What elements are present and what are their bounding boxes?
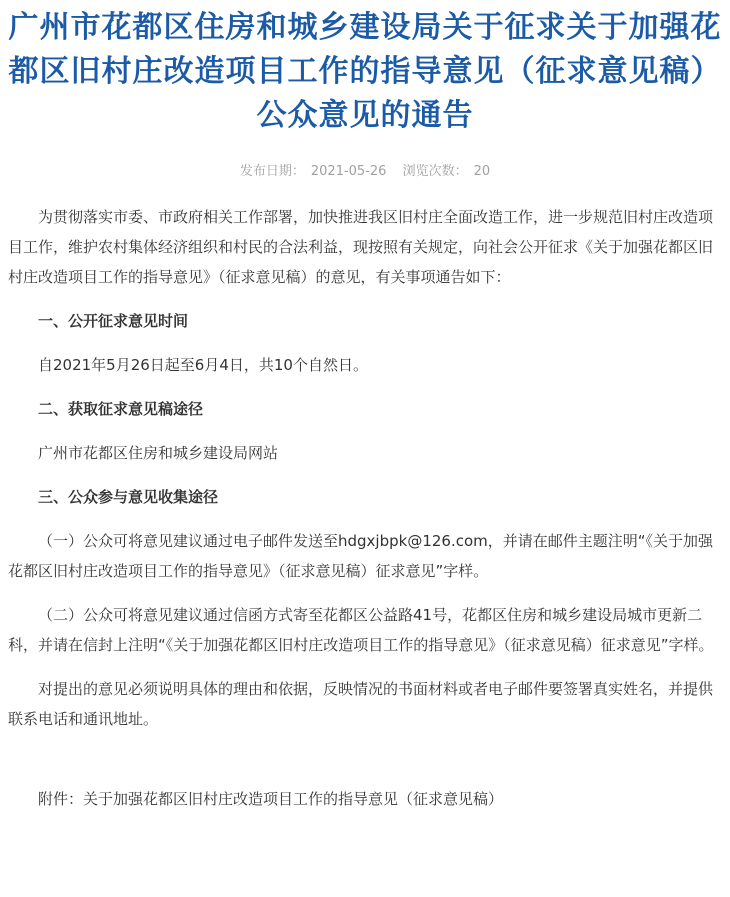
publish-date: 2021-05-26 (310, 164, 387, 179)
section-heading-1: 一、公开征求意见时间 (38, 312, 189, 330)
spacer (8, 748, 722, 784)
section-text-2: 广州市花都区住房和城乡建设局网站 (38, 444, 279, 462)
intro-paragraph: 为贯彻落实市委、市政府相关工作部署，加快推进我区旧村庄全面改造工作，进一步规范旧村庄改造项目工作，维护农村集体经济组织和村民的合法利益，现按照有关规定，向社会公开征求《关于加强花都区旧村庄改造项目工作的指导意见》（征求意见稿）的意见，有关事项通告如下： (8, 208, 714, 286)
section-3-item-mail: （二）公众可将意见建议通过信函方式寄至花都区公益路41号，花都区住房和城乡建设局城市更新二科，并请在信封上注明“《关于加强花都区旧村庄改造项目工作的指导意见》（征求意见稿）征求意见”字样。 (8, 606, 714, 654)
section-3-item-email: （一）公众可将意见建议通过电子邮件发送至hdgxjbpk@126.com，并请在邮件主题注明“《关于加强花都区旧村庄改造项目工作的指导意见》（征求意见稿）征求意见”字样。 (8, 532, 714, 580)
article-body (0, 202, 730, 814)
publish-date-label: 发布日期： (239, 164, 305, 179)
section-heading-3: 三、公众参与意见收集途径 (38, 488, 219, 506)
view-count-label: 浏览次数： (402, 164, 468, 179)
attachment-link[interactable]: 附件：关于加强花都区旧村庄改造项目工作的指导意见（征求意见稿） (38, 790, 504, 808)
view-count: 20 (473, 164, 491, 179)
section-heading-2: 二、获取征求意见稿途径 (38, 400, 204, 418)
page-title: 广州市花都区住房和城乡建设局关于征求关于加强花都区旧村庄改造项目工作的指导意见（征求意见稿）公众意见的通告 (8, 10, 722, 133)
view-count-info (400, 164, 494, 179)
publish-date-info (237, 164, 390, 179)
section-text-1: 自2021年5月26日起至6月4日，共10个自然日。 (38, 356, 368, 374)
article-meta (0, 162, 730, 182)
closing-paragraph: 对提出的意见必须说明具体的理由和依据，反映情况的书面材料或者电子邮件要签署真实姓名，并提供联系电话和通讯地址。 (8, 680, 714, 728)
